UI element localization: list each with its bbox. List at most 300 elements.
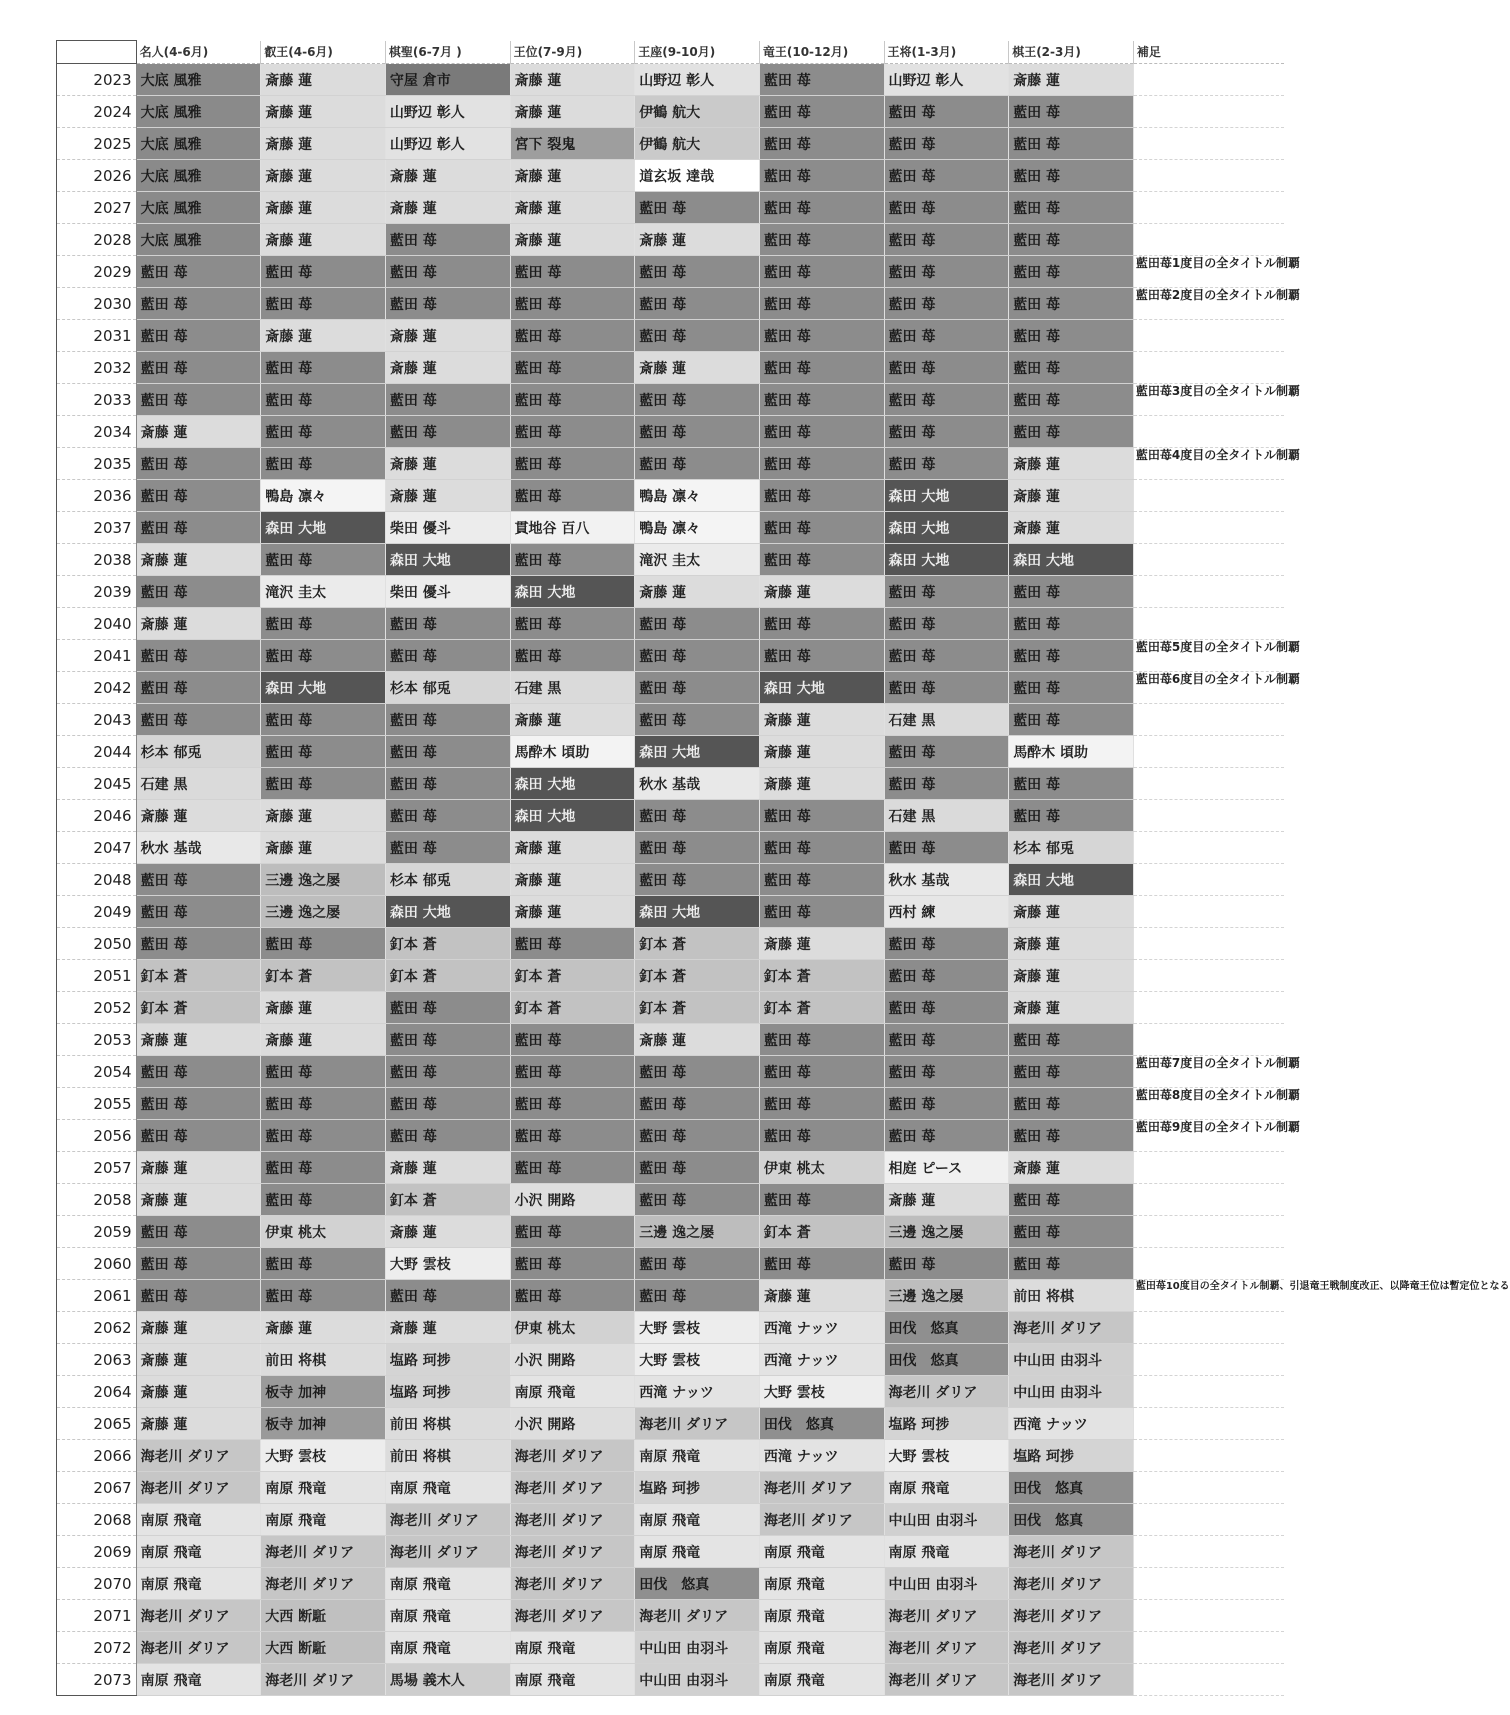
- title-holder-cell[interactable]: 斎藤 蓮: [136, 1344, 261, 1376]
- title-holder-cell[interactable]: 南原 飛竜: [136, 1536, 261, 1568]
- note-cell[interactable]: [1133, 1440, 1284, 1472]
- title-holder-cell[interactable]: 藍田 苺: [385, 768, 510, 800]
- title-holder-cell[interactable]: 杉本 郁兎: [136, 736, 261, 768]
- title-holder-cell[interactable]: 藍田 苺: [759, 448, 884, 480]
- title-holder-cell[interactable]: 藍田 苺: [759, 1024, 884, 1056]
- note-cell[interactable]: [1133, 1248, 1284, 1280]
- title-holder-cell[interactable]: 藍田 苺: [385, 1120, 510, 1152]
- note-cell[interactable]: [1133, 1184, 1284, 1216]
- note-cell[interactable]: [1133, 960, 1284, 992]
- title-holder-cell[interactable]: 南原 飛竜: [136, 1504, 261, 1536]
- title-holder-cell[interactable]: 藍田 苺: [1009, 384, 1134, 416]
- title-holder-cell[interactable]: 斎藤 蓮: [261, 320, 386, 352]
- note-cell[interactable]: [1133, 1408, 1284, 1440]
- title-holder-cell[interactable]: 西滝 ナッツ: [759, 1312, 884, 1344]
- title-holder-cell[interactable]: 藍田 苺: [136, 480, 261, 512]
- title-holder-cell[interactable]: 藍田 苺: [635, 800, 760, 832]
- title-holder-cell[interactable]: 藍田 苺: [759, 832, 884, 864]
- column-header-ouza[interactable]: 王座(9-10月): [635, 41, 760, 64]
- year-cell[interactable]: 2059: [57, 1216, 137, 1248]
- title-holder-cell[interactable]: 釘本 蒼: [136, 992, 261, 1024]
- year-cell[interactable]: 2036: [57, 480, 137, 512]
- title-holder-cell[interactable]: 三邊 逸之屡: [884, 1216, 1009, 1248]
- year-cell[interactable]: 2073: [57, 1664, 137, 1696]
- column-header-kisei[interactable]: 棋聖(6-7月 ): [385, 41, 510, 64]
- title-holder-cell[interactable]: 藍田 苺: [510, 1248, 635, 1280]
- year-cell[interactable]: 2064: [57, 1376, 137, 1408]
- title-holder-cell[interactable]: 南原 飛竜: [759, 1664, 884, 1696]
- title-holder-cell[interactable]: 藍田 苺: [136, 896, 261, 928]
- title-holder-cell[interactable]: 藍田 苺: [510, 416, 635, 448]
- note-cell[interactable]: [1133, 224, 1284, 256]
- title-holder-cell[interactable]: 斎藤 蓮: [385, 1152, 510, 1184]
- title-holder-cell[interactable]: 斎藤 蓮: [759, 1280, 884, 1312]
- title-holder-cell[interactable]: 藍田 苺: [884, 640, 1009, 672]
- note-cell[interactable]: [1133, 1344, 1284, 1376]
- title-holder-cell[interactable]: 藍田 苺: [385, 1280, 510, 1312]
- year-cell[interactable]: 2045: [57, 768, 137, 800]
- title-holder-cell[interactable]: 海老川 ダリア: [261, 1536, 386, 1568]
- title-holder-cell[interactable]: 藍田 苺: [136, 576, 261, 608]
- title-holder-cell[interactable]: 藍田 苺: [635, 288, 760, 320]
- title-holder-cell[interactable]: 藍田 苺: [261, 736, 386, 768]
- title-holder-cell[interactable]: 前田 将棋: [261, 1344, 386, 1376]
- note-cell[interactable]: [1133, 928, 1284, 960]
- year-cell[interactable]: 2051: [57, 960, 137, 992]
- title-holder-cell[interactable]: 大西 断駈: [261, 1600, 386, 1632]
- title-holder-cell[interactable]: 森田 大地: [759, 672, 884, 704]
- title-holder-cell[interactable]: 藍田 苺: [884, 416, 1009, 448]
- title-holder-cell[interactable]: 藍田 苺: [510, 1120, 635, 1152]
- title-holder-cell[interactable]: 藍田 苺: [759, 352, 884, 384]
- title-holder-cell[interactable]: 藍田 苺: [385, 1088, 510, 1120]
- title-holder-cell[interactable]: 海老川 ダリア: [510, 1568, 635, 1600]
- year-cell[interactable]: 2034: [57, 416, 137, 448]
- column-header-note[interactable]: 補足: [1133, 41, 1284, 64]
- title-holder-cell[interactable]: 斎藤 蓮: [510, 96, 635, 128]
- title-holder-cell[interactable]: 藍田 苺: [261, 1152, 386, 1184]
- title-holder-cell[interactable]: 釘本 蒼: [759, 1216, 884, 1248]
- note-cell[interactable]: [1133, 1056, 1300, 1088]
- title-holder-cell[interactable]: 斎藤 蓮: [136, 1312, 261, 1344]
- title-holder-cell[interactable]: 藍田 苺: [510, 544, 635, 576]
- title-holder-cell[interactable]: 藍田 苺: [635, 864, 760, 896]
- title-holder-cell[interactable]: 藍田 苺: [1009, 704, 1134, 736]
- title-holder-cell[interactable]: 森田 大地: [261, 512, 386, 544]
- title-holder-cell[interactable]: 斎藤 蓮: [385, 1312, 510, 1344]
- title-holder-cell[interactable]: 斎藤 蓮: [759, 736, 884, 768]
- title-holder-cell[interactable]: 藍田 苺: [884, 1088, 1009, 1120]
- title-holder-cell[interactable]: 藍田 苺: [510, 448, 635, 480]
- year-cell[interactable]: 2063: [57, 1344, 137, 1376]
- title-holder-cell[interactable]: 藍田 苺: [385, 800, 510, 832]
- title-holder-cell[interactable]: 斎藤 蓮: [136, 1376, 261, 1408]
- year-cell[interactable]: 2055: [57, 1088, 137, 1120]
- title-holder-cell[interactable]: 藍田 苺: [1009, 1216, 1134, 1248]
- title-holder-cell[interactable]: 海老川 ダリア: [510, 1600, 635, 1632]
- title-holder-cell[interactable]: 海老川 ダリア: [884, 1376, 1009, 1408]
- title-holder-cell[interactable]: 斎藤 蓮: [1009, 896, 1134, 928]
- title-holder-cell[interactable]: 中山田 由羽斗: [884, 1568, 1009, 1600]
- title-holder-cell[interactable]: 南原 飛竜: [385, 1568, 510, 1600]
- title-holder-cell[interactable]: 藍田 苺: [759, 256, 884, 288]
- title-holder-cell[interactable]: 斎藤 蓮: [510, 192, 635, 224]
- title-holder-cell[interactable]: 斎藤 蓮: [1009, 480, 1134, 512]
- title-holder-cell[interactable]: 藍田 苺: [1009, 352, 1134, 384]
- title-holder-cell[interactable]: 藍田 苺: [884, 832, 1009, 864]
- note-cell[interactable]: [1133, 1024, 1284, 1056]
- title-holder-cell[interactable]: 南原 飛竜: [635, 1504, 760, 1536]
- title-holder-cell[interactable]: 藍田 苺: [136, 512, 261, 544]
- title-holder-cell[interactable]: 海老川 ダリア: [510, 1440, 635, 1472]
- title-holder-cell[interactable]: 南原 飛竜: [635, 1440, 760, 1472]
- title-holder-cell[interactable]: 藍田 苺: [261, 1248, 386, 1280]
- year-cell[interactable]: 2024: [57, 96, 137, 128]
- title-holder-cell[interactable]: 藍田 苺: [261, 384, 386, 416]
- note-cell[interactable]: [1133, 864, 1284, 896]
- title-holder-cell[interactable]: 海老川 ダリア: [136, 1600, 261, 1632]
- note-cell[interactable]: [1133, 1632, 1284, 1664]
- title-holder-cell[interactable]: 藍田 苺: [261, 1120, 386, 1152]
- title-holder-cell[interactable]: 藍田 苺: [635, 608, 760, 640]
- title-holder-cell[interactable]: 田伐 悠真: [884, 1312, 1009, 1344]
- title-holder-cell[interactable]: 山野辺 彰人: [635, 64, 760, 96]
- title-holder-cell[interactable]: 南原 飛竜: [261, 1504, 386, 1536]
- title-holder-cell[interactable]: 斎藤 蓮: [261, 1024, 386, 1056]
- year-cell[interactable]: 2052: [57, 992, 137, 1024]
- title-holder-cell[interactable]: 藍田 苺: [510, 256, 635, 288]
- year-cell[interactable]: 2033: [57, 384, 137, 416]
- note-cell[interactable]: [1133, 1664, 1284, 1696]
- title-holder-cell[interactable]: 藍田 苺: [759, 640, 884, 672]
- title-holder-cell[interactable]: 斎藤 蓮: [261, 1312, 386, 1344]
- title-holder-cell[interactable]: 大西 断駈: [261, 1632, 386, 1664]
- title-holder-cell[interactable]: 斎藤 蓮: [1009, 448, 1134, 480]
- title-holder-cell[interactable]: 柴田 優斗: [385, 576, 510, 608]
- title-holder-cell[interactable]: 藍田 苺: [1009, 1184, 1134, 1216]
- title-holder-cell[interactable]: 海老川 ダリア: [510, 1504, 635, 1536]
- note-cell[interactable]: [1133, 1088, 1300, 1120]
- title-holder-cell[interactable]: 斎藤 蓮: [1009, 992, 1134, 1024]
- title-holder-cell[interactable]: 藍田 苺: [1009, 128, 1134, 160]
- title-holder-cell[interactable]: 山野辺 彰人: [385, 96, 510, 128]
- title-holder-cell[interactable]: 藍田 苺: [385, 832, 510, 864]
- title-holder-cell[interactable]: 斎藤 蓮: [510, 864, 635, 896]
- title-holder-cell[interactable]: 藍田 苺: [759, 192, 884, 224]
- title-holder-cell[interactable]: 伊東 桃太: [261, 1216, 386, 1248]
- title-holder-cell[interactable]: 藍田 苺: [884, 928, 1009, 960]
- title-holder-cell[interactable]: 大底 風雅: [136, 96, 261, 128]
- title-holder-cell[interactable]: 藍田 苺: [136, 1216, 261, 1248]
- title-holder-cell[interactable]: 藍田 苺: [261, 1280, 386, 1312]
- title-holder-cell[interactable]: 藍田 苺: [759, 1248, 884, 1280]
- title-holder-cell[interactable]: 石建 黒: [136, 768, 261, 800]
- title-holder-cell[interactable]: 斎藤 蓮: [261, 992, 386, 1024]
- title-holder-cell[interactable]: 藍田 苺: [1009, 672, 1134, 704]
- title-holder-cell[interactable]: 藍田 苺: [884, 960, 1009, 992]
- title-holder-cell[interactable]: 相庭 ピース: [884, 1152, 1009, 1184]
- title-holder-cell[interactable]: 藍田 苺: [136, 928, 261, 960]
- title-holder-cell[interactable]: 塩路 珂捗: [1009, 1440, 1134, 1472]
- note-cell[interactable]: [1133, 576, 1284, 608]
- year-cell[interactable]: 2046: [57, 800, 137, 832]
- title-holder-cell[interactable]: 斎藤 蓮: [510, 896, 635, 928]
- title-holder-cell[interactable]: 山野辺 彰人: [385, 128, 510, 160]
- title-holder-cell[interactable]: 斎藤 蓮: [136, 544, 261, 576]
- title-holder-cell[interactable]: 藍田 苺: [759, 480, 884, 512]
- title-holder-cell[interactable]: 海老川 ダリア: [261, 1568, 386, 1600]
- column-header-kiou[interactable]: 棋王(2-3月): [1009, 41, 1134, 64]
- title-holder-cell[interactable]: 斎藤 蓮: [136, 800, 261, 832]
- title-holder-cell[interactable]: 藍田 苺: [261, 1056, 386, 1088]
- title-holder-cell[interactable]: 海老川 ダリア: [759, 1504, 884, 1536]
- title-holder-cell[interactable]: 釘本 蒼: [136, 960, 261, 992]
- title-holder-cell[interactable]: 藍田 苺: [510, 1280, 635, 1312]
- title-holder-cell[interactable]: 森田 大地: [385, 544, 510, 576]
- year-cell[interactable]: 2028: [57, 224, 137, 256]
- title-holder-cell[interactable]: 釘本 蒼: [385, 1184, 510, 1216]
- title-holder-cell[interactable]: 藍田 苺: [510, 1088, 635, 1120]
- title-holder-cell[interactable]: 大野 雲枝: [385, 1248, 510, 1280]
- title-holder-cell[interactable]: 藍田 苺: [884, 352, 1009, 384]
- title-holder-cell[interactable]: 藍田 苺: [385, 288, 510, 320]
- note-cell[interactable]: [1133, 672, 1300, 704]
- title-holder-cell[interactable]: 藍田 苺: [136, 1088, 261, 1120]
- year-cell[interactable]: 2057: [57, 1152, 137, 1184]
- year-cell[interactable]: 2069: [57, 1536, 137, 1568]
- title-holder-cell[interactable]: 藍田 苺: [261, 704, 386, 736]
- title-holder-cell[interactable]: 藍田 苺: [261, 640, 386, 672]
- title-holder-cell[interactable]: 釘本 蒼: [261, 960, 386, 992]
- year-cell[interactable]: 2058: [57, 1184, 137, 1216]
- note-cell[interactable]: [1133, 192, 1284, 224]
- title-holder-cell[interactable]: 石建 黒: [884, 704, 1009, 736]
- title-holder-cell[interactable]: 藍田 苺: [1009, 800, 1134, 832]
- title-holder-cell[interactable]: 鴨島 凛々: [635, 512, 760, 544]
- title-holder-cell[interactable]: 藍田 苺: [261, 608, 386, 640]
- title-holder-cell[interactable]: 藍田 苺: [635, 640, 760, 672]
- title-holder-cell[interactable]: 斎藤 蓮: [510, 704, 635, 736]
- title-holder-cell[interactable]: 森田 大地: [884, 480, 1009, 512]
- year-cell[interactable]: 2031: [57, 320, 137, 352]
- title-holder-cell[interactable]: 藍田 苺: [385, 640, 510, 672]
- title-holder-cell[interactable]: 斎藤 蓮: [510, 832, 635, 864]
- title-holder-cell[interactable]: 藍田 苺: [884, 160, 1009, 192]
- title-holder-cell[interactable]: 藍田 苺: [759, 384, 884, 416]
- title-holder-cell[interactable]: 藍田 苺: [1009, 1248, 1134, 1280]
- note-cell[interactable]: [1133, 896, 1284, 928]
- title-holder-cell[interactable]: 斎藤 蓮: [136, 416, 261, 448]
- title-holder-cell[interactable]: 中山田 由羽斗: [884, 1504, 1009, 1536]
- note-cell[interactable]: [1133, 64, 1284, 96]
- title-holder-cell[interactable]: 藍田 苺: [759, 800, 884, 832]
- title-holder-cell[interactable]: 釘本 蒼: [510, 960, 635, 992]
- note-cell[interactable]: [1133, 1536, 1284, 1568]
- title-holder-cell[interactable]: 釘本 蒼: [635, 928, 760, 960]
- title-holder-cell[interactable]: 藍田 苺: [635, 384, 760, 416]
- title-holder-cell[interactable]: 藍田 苺: [136, 1280, 261, 1312]
- year-cell[interactable]: 2071: [57, 1600, 137, 1632]
- year-cell[interactable]: 2056: [57, 1120, 137, 1152]
- title-holder-cell[interactable]: 藍田 苺: [1009, 192, 1134, 224]
- title-holder-cell[interactable]: 藍田 苺: [1009, 576, 1134, 608]
- column-header-eiou[interactable]: 叡王(4-6月): [261, 41, 386, 64]
- title-holder-cell[interactable]: 藍田 苺: [759, 224, 884, 256]
- title-holder-cell[interactable]: 滝沢 圭太: [635, 544, 760, 576]
- title-holder-cell[interactable]: 藍田 苺: [635, 416, 760, 448]
- title-holder-cell[interactable]: 海老川 ダリア: [1009, 1568, 1134, 1600]
- title-holder-cell[interactable]: 藍田 苺: [635, 1152, 760, 1184]
- title-holder-cell[interactable]: 秋水 基哉: [635, 768, 760, 800]
- title-holder-cell[interactable]: 海老川 ダリア: [1009, 1600, 1134, 1632]
- year-cell[interactable]: 2040: [57, 608, 137, 640]
- title-holder-cell[interactable]: 藍田 苺: [635, 1280, 760, 1312]
- title-holder-cell[interactable]: 藍田 苺: [385, 992, 510, 1024]
- title-holder-cell[interactable]: 杉本 郁兎: [1009, 832, 1134, 864]
- title-holder-cell[interactable]: 斎藤 蓮: [385, 320, 510, 352]
- title-holder-cell[interactable]: 藍田 苺: [510, 352, 635, 384]
- title-holder-cell[interactable]: 釘本 蒼: [510, 992, 635, 1024]
- title-holder-cell[interactable]: 大野 雲枝: [635, 1344, 760, 1376]
- title-holder-cell[interactable]: 斎藤 蓮: [261, 96, 386, 128]
- title-holder-cell[interactable]: 藍田 苺: [1009, 416, 1134, 448]
- title-holder-cell[interactable]: 斎藤 蓮: [261, 192, 386, 224]
- title-holder-cell[interactable]: 斎藤 蓮: [759, 928, 884, 960]
- title-holder-cell[interactable]: 藍田 苺: [136, 1120, 261, 1152]
- title-holder-cell[interactable]: 西村 練: [884, 896, 1009, 928]
- title-holder-cell[interactable]: 藍田 苺: [635, 832, 760, 864]
- title-holder-cell[interactable]: 田伐 悠真: [635, 1568, 760, 1600]
- title-holder-cell[interactable]: 南原 飛竜: [136, 1664, 261, 1696]
- title-holder-cell[interactable]: 滝沢 圭太: [261, 576, 386, 608]
- title-holder-cell[interactable]: 藍田 苺: [1009, 1120, 1134, 1152]
- title-holder-cell[interactable]: 藍田 苺: [884, 320, 1009, 352]
- title-holder-cell[interactable]: 三邊 逸之屡: [635, 1216, 760, 1248]
- year-cell[interactable]: 2049: [57, 896, 137, 928]
- title-holder-cell[interactable]: 藍田 苺: [884, 128, 1009, 160]
- note-cell[interactable]: [1133, 320, 1284, 352]
- title-holder-cell[interactable]: 藍田 苺: [1009, 1024, 1134, 1056]
- title-holder-cell[interactable]: 馬酔木 頃助: [1009, 736, 1134, 768]
- year-cell[interactable]: 2072: [57, 1632, 137, 1664]
- title-holder-cell[interactable]: 釘本 蒼: [385, 960, 510, 992]
- year-cell[interactable]: 2050: [57, 928, 137, 960]
- note-cell[interactable]: [1133, 1568, 1284, 1600]
- title-holder-cell[interactable]: 斎藤 蓮: [136, 608, 261, 640]
- year-cell[interactable]: 2067: [57, 1472, 137, 1504]
- title-holder-cell[interactable]: 藍田 苺: [261, 768, 386, 800]
- title-holder-cell[interactable]: 南原 飛竜: [510, 1376, 635, 1408]
- year-cell[interactable]: 2039: [57, 576, 137, 608]
- title-holder-cell[interactable]: 藍田 苺: [136, 704, 261, 736]
- title-holder-cell[interactable]: 南原 飛竜: [884, 1536, 1009, 1568]
- title-holder-cell[interactable]: 塩路 珂捗: [635, 1472, 760, 1504]
- note-cell[interactable]: [1133, 640, 1300, 672]
- title-holder-cell[interactable]: 藍田 苺: [759, 320, 884, 352]
- title-holder-cell[interactable]: 斎藤 蓮: [385, 1216, 510, 1248]
- title-holder-cell[interactable]: 前田 将棋: [1009, 1280, 1134, 1312]
- title-holder-cell[interactable]: 藍田 苺: [385, 384, 510, 416]
- title-holder-cell[interactable]: 塩路 珂捗: [884, 1408, 1009, 1440]
- title-holder-cell[interactable]: 宮下 裂鬼: [510, 128, 635, 160]
- title-holder-cell[interactable]: 中山田 由羽斗: [1009, 1344, 1134, 1376]
- title-holder-cell[interactable]: 南原 飛竜: [385, 1472, 510, 1504]
- corner-cell[interactable]: [57, 41, 137, 64]
- title-holder-cell[interactable]: 海老川 ダリア: [510, 1536, 635, 1568]
- title-holder-cell[interactable]: 斎藤 蓮: [385, 160, 510, 192]
- title-holder-cell[interactable]: 海老川 ダリア: [1009, 1536, 1134, 1568]
- year-cell[interactable]: 2038: [57, 544, 137, 576]
- note-cell[interactable]: [1133, 1120, 1300, 1152]
- year-cell[interactable]: 2060: [57, 1248, 137, 1280]
- title-holder-cell[interactable]: 石建 黒: [884, 800, 1009, 832]
- title-holder-cell[interactable]: 田伐 悠真: [1009, 1504, 1134, 1536]
- title-holder-cell[interactable]: 大底 風雅: [136, 160, 261, 192]
- year-cell[interactable]: 2027: [57, 192, 137, 224]
- title-holder-cell[interactable]: 藍田 苺: [884, 1024, 1009, 1056]
- title-holder-cell[interactable]: 斎藤 蓮: [635, 224, 760, 256]
- title-holder-cell[interactable]: 大野 雲枝: [635, 1312, 760, 1344]
- title-holder-cell[interactable]: 藍田 苺: [136, 288, 261, 320]
- title-holder-cell[interactable]: 藍田 苺: [136, 320, 261, 352]
- title-holder-cell[interactable]: 藍田 苺: [261, 544, 386, 576]
- note-cell[interactable]: [1133, 384, 1300, 416]
- title-holder-cell[interactable]: 藍田 苺: [884, 96, 1009, 128]
- note-cell[interactable]: [1133, 480, 1284, 512]
- year-cell[interactable]: 2029: [57, 256, 137, 288]
- column-header-oushou[interactable]: 王将(1-3月): [884, 41, 1009, 64]
- title-holder-cell[interactable]: 藍田 苺: [510, 384, 635, 416]
- title-holder-cell[interactable]: 藍田 苺: [759, 864, 884, 896]
- title-holder-cell[interactable]: 藍田 苺: [884, 736, 1009, 768]
- title-holder-cell[interactable]: 藍田 苺: [1009, 1088, 1134, 1120]
- title-holder-cell[interactable]: 藍田 苺: [261, 928, 386, 960]
- title-holder-cell[interactable]: 海老川 ダリア: [635, 1600, 760, 1632]
- title-holder-cell[interactable]: 森田 大地: [884, 512, 1009, 544]
- title-holder-cell[interactable]: 釘本 蒼: [759, 960, 884, 992]
- title-holder-cell[interactable]: 藍田 苺: [884, 1056, 1009, 1088]
- title-holder-cell[interactable]: 藍田 苺: [510, 480, 635, 512]
- note-cell[interactable]: [1133, 1600, 1284, 1632]
- title-holder-cell[interactable]: 藍田 苺: [759, 1120, 884, 1152]
- title-holder-cell[interactable]: 釘本 蒼: [759, 992, 884, 1024]
- year-cell[interactable]: 2041: [57, 640, 137, 672]
- title-holder-cell[interactable]: 森田 大地: [884, 544, 1009, 576]
- title-holder-cell[interactable]: 大底 風雅: [136, 224, 261, 256]
- title-holder-cell[interactable]: 守屋 倉市: [385, 64, 510, 96]
- title-holder-cell[interactable]: 南原 飛竜: [759, 1536, 884, 1568]
- note-cell[interactable]: [1133, 1280, 1510, 1312]
- title-holder-cell[interactable]: 南原 飛竜: [385, 1632, 510, 1664]
- year-cell[interactable]: 2044: [57, 736, 137, 768]
- title-holder-cell[interactable]: 藍田 苺: [635, 192, 760, 224]
- title-holder-cell[interactable]: 藍田 苺: [1009, 160, 1134, 192]
- title-holder-cell[interactable]: 藍田 苺: [510, 1152, 635, 1184]
- title-holder-cell[interactable]: 藍田 苺: [759, 896, 884, 928]
- title-holder-cell[interactable]: 斎藤 蓮: [635, 1024, 760, 1056]
- title-holder-cell[interactable]: 藍田 苺: [884, 448, 1009, 480]
- note-cell[interactable]: [1133, 800, 1284, 832]
- title-holder-cell[interactable]: 藍田 苺: [136, 448, 261, 480]
- title-holder-cell[interactable]: 藍田 苺: [884, 768, 1009, 800]
- title-holder-cell[interactable]: 斎藤 蓮: [385, 192, 510, 224]
- title-holder-cell[interactable]: 田伐 悠真: [1009, 1472, 1134, 1504]
- note-cell[interactable]: [1133, 352, 1284, 384]
- title-holder-cell[interactable]: 斎藤 蓮: [261, 64, 386, 96]
- title-holder-cell[interactable]: 海老川 ダリア: [261, 1664, 386, 1696]
- note-cell[interactable]: [1133, 1216, 1284, 1248]
- title-holder-cell[interactable]: 藍田 苺: [385, 736, 510, 768]
